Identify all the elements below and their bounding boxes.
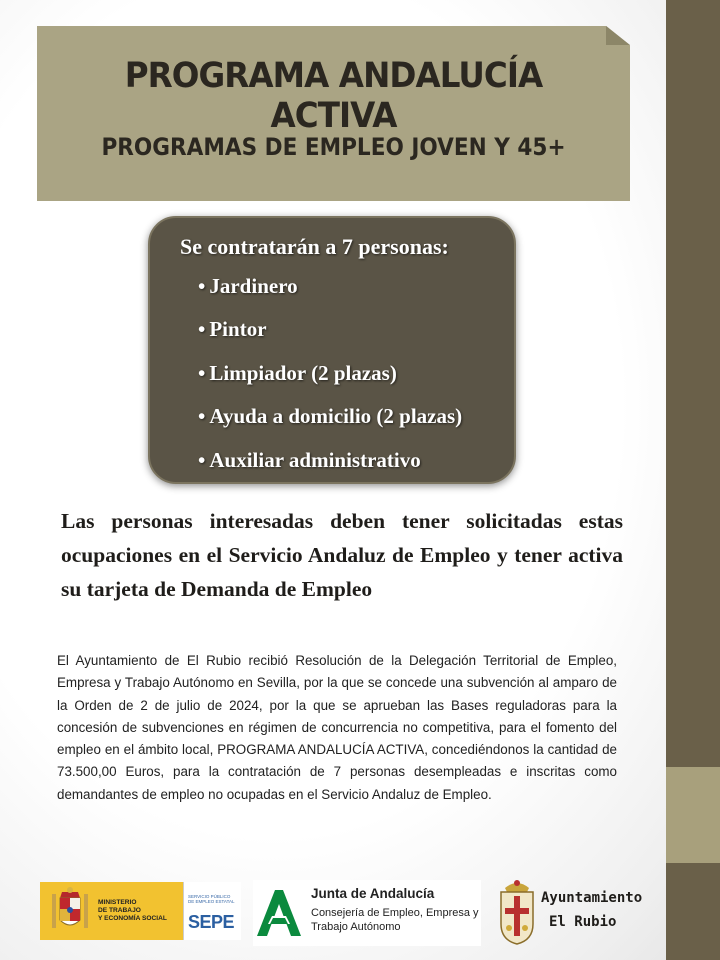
job-item [198, 274, 298, 299]
banner-corner-fold [606, 26, 630, 45]
sepe-logo [183, 882, 241, 940]
side-stripe-light [666, 767, 720, 863]
junta-name: Junta de Andalucía [311, 886, 435, 901]
jobs-heading: Se contratarán a 7 personas: [180, 234, 449, 259]
el-rubio-coat-of-arms-icon [497, 878, 537, 948]
job-item [198, 448, 421, 473]
sepe-subtitle: SERVICIO PÚBLICO DE EMPLEO ESTATAL [188, 894, 235, 904]
ayuntamiento-label: Ayuntamiento [541, 890, 643, 906]
bullet-icon: • [198, 274, 206, 298]
job-label: Jardinero [209, 274, 298, 298]
ministerio-logo [40, 882, 183, 940]
side-stripe-dark-bottom [666, 863, 720, 960]
job-label: Ayuda a domicilio (2 plazas) [209, 404, 463, 428]
job-label: Pintor [209, 317, 267, 341]
ayuntamiento-town: El Rubio [549, 914, 617, 930]
ministerio-name: MINISTERIO DE TRABAJO Y ECONOMÍA SOCIAL [98, 899, 167, 922]
bullet-icon: • [198, 361, 206, 385]
side-stripe-dark [666, 0, 720, 767]
job-item [198, 404, 462, 429]
page-title: PROGRAMA ANDALUCÍA ACTIVA [124, 56, 543, 136]
requirements-notice: Las personas interesadas deben tener solicitadas estas ocupaciones en el Servicio Andaluz de Empleo y tener activa su tarjeta de Demanda de Empleo [61, 509, 623, 601]
page-subtitle: PROGRAMAS DE EMPLEO JOVEN Y 45+ [101, 133, 566, 161]
bullet-icon: • [198, 317, 206, 341]
job-item [198, 317, 267, 342]
junta-department: Consejería de Empleo, Empresa y Trabajo Autónomo [311, 907, 479, 933]
bullet-icon: • [198, 404, 206, 428]
job-item [198, 361, 397, 386]
sepe-name: SEPE [188, 912, 235, 932]
bullet-icon: • [198, 448, 206, 472]
job-label: Limpiador (2 plazas) [209, 361, 397, 385]
junta-a-icon [255, 888, 303, 938]
spain-coat-of-arms-icon [48, 886, 92, 936]
subsidy-description: El Ayuntamiento de El Rubio recibió Resolución de la Delegación Territorial de Empleo, Empresa y Trabajo Autónomo en Sevilla, por la que se concede una subvención al amparo de la Orden de 2 de julio de 2024, por la que se aprueban las Bases reguladoras para la concesión de subvenciones en régimen de concurrencia no competitiva, para el fomento del empleo en el ámbito local, PROGRAMA ANDALUCÍA ACTIVA, concediéndonos la cantidad de 73.500,00 Euros, para la contratación de 7 personas desempleadas e inscritas como demandantes de empleo no ocupadas en el Servicio Andaluz de Empleo. [57, 653, 617, 802]
junta-andalucia-logo [253, 880, 481, 946]
job-label: Auxiliar administrativo [209, 448, 421, 472]
